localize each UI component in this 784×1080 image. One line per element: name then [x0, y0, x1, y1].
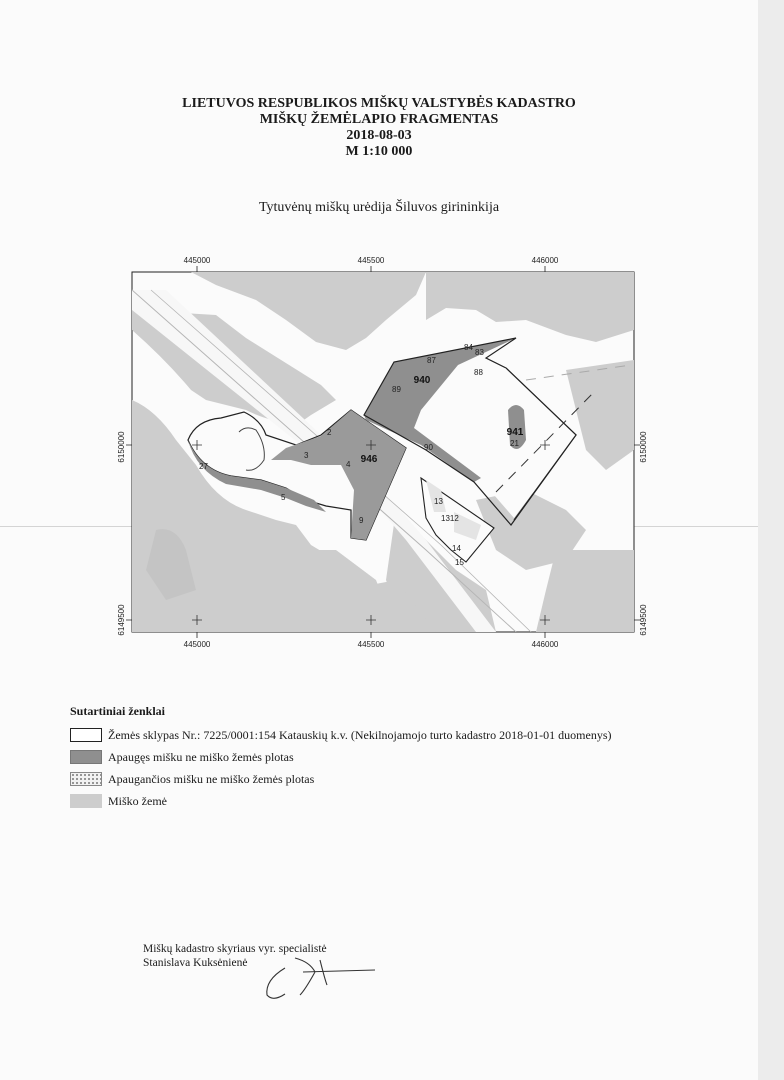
x-tick-label-top-3: 446000: [531, 256, 559, 265]
signer-name: Stanislava Kuksėnienė: [143, 957, 248, 969]
compartment-label-946: 946: [360, 454, 378, 465]
plot-number: 21: [510, 439, 519, 448]
plot-number: 84: [464, 343, 473, 352]
legend-label-parcel: Žemės sklypas Nr.: 7225/0001:154 Katauskių k.v. (Nekilnojamojo turto kadastro 2018-01-01 duomenys): [108, 727, 612, 742]
plot-number: 27: [199, 462, 208, 471]
plot-number: 13: [434, 497, 443, 506]
header-title-line-2: MIŠKŲ ŽEMĖLAPIO FRAGMENTAS: [259, 112, 499, 127]
compartment-label-941: 941: [506, 427, 524, 438]
plot-number: 89: [392, 385, 401, 394]
plot-number: 15: [455, 558, 464, 567]
y-tick-label-left-1: 6150000: [117, 431, 126, 463]
legend-item-parcel: [70, 724, 611, 746]
plot-number: 4: [346, 460, 351, 469]
x-tick-label-bottom-1: 445000: [183, 640, 211, 649]
legend-label-forest: Miško žemė: [108, 793, 167, 808]
y-tick-label-left-2: 6149500: [117, 604, 126, 636]
legend-item-overgrown: [70, 746, 611, 768]
x-tick-label-top-1: 445000: [183, 256, 211, 265]
legend-item-forest: [70, 790, 611, 812]
map-subtitle: Tytuvėnų miškų urėdija Šiluvos girininkija: [258, 200, 500, 215]
header-date: 2018-08-03: [346, 128, 412, 143]
plot-number: 14: [452, 544, 461, 553]
plot-number: 3: [304, 451, 309, 460]
forest-map: [96, 250, 658, 650]
signer-position: Miškų kadastro skyriaus vyr. specialistė: [143, 943, 327, 955]
header-scale: M 1:10 000: [345, 144, 413, 159]
legend-swatch-forest: [70, 794, 102, 808]
plot-number: 87: [427, 356, 436, 365]
map-svg: [96, 250, 658, 650]
scan-edge: [758, 0, 784, 1080]
legend-swatch-parcel: [70, 728, 102, 742]
legend-swatch-overgrown: [70, 750, 102, 764]
plot-number: 1312: [441, 514, 459, 523]
y-tick-label-right-2: 6149500: [639, 604, 648, 636]
plot-number: 2: [327, 428, 332, 437]
header-title-line-1: LIETUVOS RESPUBLIKOS MIŠKŲ VALSTYBĖS KADASTRO: [182, 96, 576, 111]
y-tick-label-right-1: 6150000: [639, 431, 648, 463]
plot-number: 83: [475, 348, 484, 357]
plot-number: 90: [424, 443, 433, 452]
compartment-label-940: 940: [413, 375, 431, 386]
handwritten-signature-icon: [255, 950, 385, 1010]
plot-number: 9: [359, 516, 364, 525]
map-frame: [126, 266, 640, 638]
plot-number: 5: [281, 493, 286, 502]
x-tick-label-bottom-2: 445500: [357, 640, 385, 649]
legend-item-growing: [70, 768, 611, 790]
legend: [70, 724, 611, 812]
x-tick-label-top-2: 445500: [357, 256, 385, 265]
legend-title: Sutartiniai ženklai: [70, 704, 166, 718]
legend-label-overgrown: Apaugęs mišku ne miško žemės plotas: [108, 749, 294, 764]
document-header: [0, 96, 758, 160]
legend-label-growing: Apaugančios mišku ne miško žemės plotas: [108, 771, 315, 786]
x-tick-label-bottom-3: 446000: [531, 640, 559, 649]
plot-number: 88: [474, 368, 483, 377]
legend-swatch-growing: [70, 772, 102, 786]
